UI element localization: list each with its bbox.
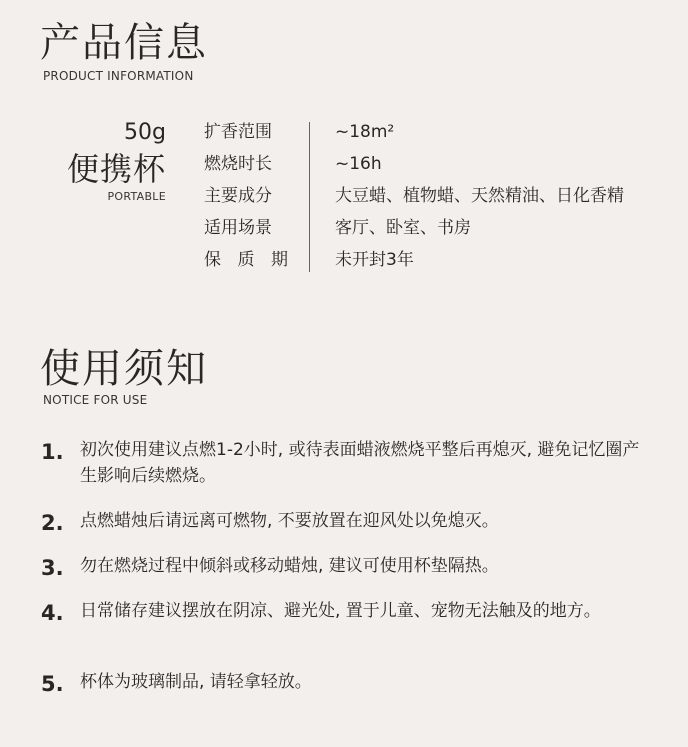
notice-item-number: 3. — [41, 556, 64, 580]
product-weight: 50g — [124, 120, 166, 145]
notice-item-number: 2. — [41, 511, 64, 535]
notice-item-text: 勿在燃烧过程中倾斜或移动蜡烛, 建议可使用杯垫隔热。 — [80, 556, 499, 576]
notice-item-number: 1. — [41, 440, 64, 464]
product-info-subtitle: PRODUCT INFORMATION — [43, 69, 194, 83]
spec-value-scenes: 客厅、卧室、书房 — [335, 218, 471, 238]
notice-item-text: 初次使用建议点燃1-2小时, 或待表面蜡液燃烧平整后再熄灭, 避免记忆圈产生影响后续燃烧。 — [80, 440, 640, 486]
spec-value-burn-time: ~16h — [335, 154, 382, 174]
notice-item-text: 杯体为玻璃制品, 请轻拿轻放。 — [80, 672, 312, 692]
spec-label-ingredients: 主要成分 — [204, 186, 272, 206]
spec-label-shelf-life: 保质期 — [204, 250, 288, 270]
product-name-en: PORTABLE — [107, 190, 166, 203]
product-name-block — [67, 120, 166, 204]
notice-item-text: 日常储存建议摆放在阴凉、避光处, 置于儿童、宠物无法触及的地方。 — [80, 601, 601, 621]
notice-title: 使用须知 — [40, 346, 208, 392]
spec-value-shelf-life: 未开封3年 — [335, 250, 414, 270]
notice-item-number: 5. — [41, 672, 64, 696]
spec-value-range: ~18m² — [335, 122, 395, 142]
spec-divider — [309, 122, 310, 272]
notice-subtitle: NOTICE FOR USE — [43, 393, 148, 407]
notice-item-number: 4. — [41, 601, 64, 625]
notice-item-text: 点燃蜡烛后请远离可燃物, 不要放置在迎风处以免熄灭。 — [80, 511, 499, 531]
product-name: 便携杯 — [66, 150, 166, 188]
product-info-title: 产品信息 — [40, 20, 208, 66]
spec-label-range: 扩香范围 — [204, 122, 272, 142]
spec-label-burn-time: 燃烧时长 — [204, 154, 272, 174]
spec-label-scenes: 适用场景 — [204, 218, 272, 238]
spec-value-ingredients: 大豆蜡、植物蜡、天然精油、日化香精 — [335, 186, 624, 206]
